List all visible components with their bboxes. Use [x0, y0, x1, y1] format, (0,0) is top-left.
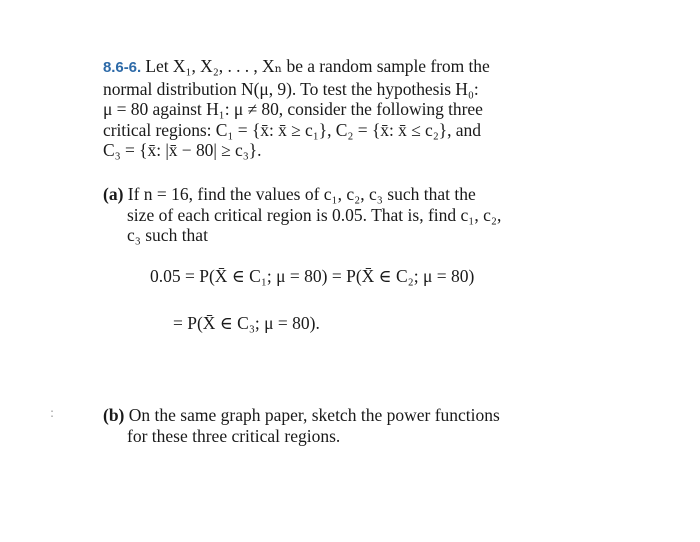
problem-text-2: normal distribution N(μ, 9). To test the hypothesis H₀: [103, 78, 479, 99]
part-a-text-1: If n = 16, find the values of c₁, c₂, c₃ such that the [123, 184, 476, 204]
part-a-line-1 [103, 184, 593, 205]
part-a [103, 184, 593, 246]
part-b-text-1: On the same graph paper, sketch the power functions [124, 405, 500, 425]
part-b-label: (b) [103, 405, 125, 425]
part-a-text-2: size of each critical region is 0.05. That is, find c₁, c₂, [127, 204, 502, 225]
problem-text-5: C₃ = {x̄: |x̄ − 80| ≥ c₃}. [103, 140, 262, 160]
problem-line-1 [103, 56, 593, 79]
part-a-text-3: c₃ such that [127, 225, 208, 245]
equation-line-1: 0.05 = P(X̄ ∈ C₁; μ = 80) = P(X̄ ∈ C₂; μ = 80) [150, 266, 475, 286]
part-b-text-2: for these three critical regions. [127, 425, 341, 446]
problem-statement [103, 56, 593, 161]
problem-text-3: μ = 80 against H₁: μ ≠ 80, consider the following three [103, 99, 483, 119]
problem-text-4: critical regions: C₁ = {x̄: x̄ ≥ c₁}, C₂ = {x̄: x̄ ≤ c₂}, and [103, 119, 481, 140]
part-b [103, 405, 593, 446]
problem-text-1: Let X₁, X₂, . . . , Xₙ be a random sample from the [141, 56, 490, 76]
problem-number: 8.6-6. [103, 59, 142, 76]
margin-mark: : [50, 406, 55, 420]
part-a-label: (a) [103, 184, 124, 204]
equation-line-2: = P(X̄ ∈ C₃; μ = 80). [173, 313, 320, 333]
part-b-line-1 [103, 405, 593, 426]
